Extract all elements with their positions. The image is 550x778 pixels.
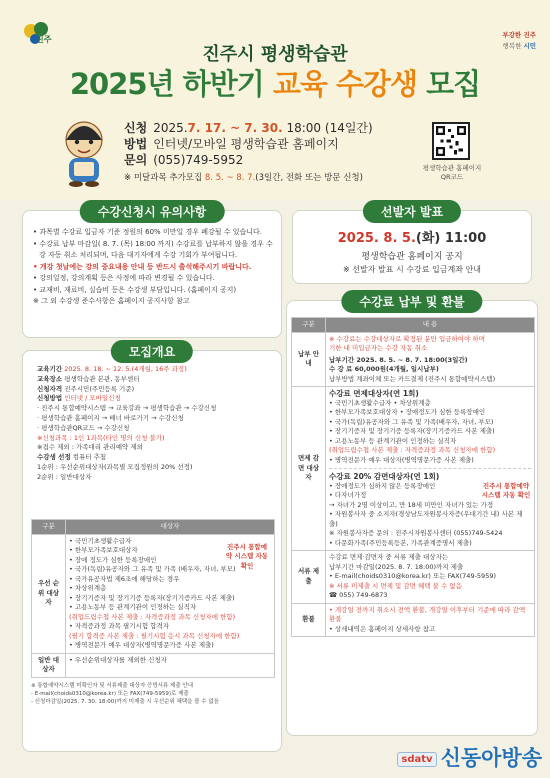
broadcaster-watermark: sdatv 신동아방송 [397,742,542,772]
homepage-qr-code[interactable] [432,122,470,160]
auto-check-note: 진주시 통합예약 시스템 자동 확인 [225,542,269,570]
selection-title: 선발자 발표 [363,200,461,223]
list-item: ※ 그 외 수강생 준수사항은 홈페이지 공지사항 참고 [33,297,190,305]
announcement-note: ※ 선발자 발표 시 수강료 입금계좌 안내 [343,265,481,274]
list-item: • 수강료 납부 마감일( 8. 7. (목) 18:00 까지) 수강료를 납부하지 않을 경우 수강 자동 취소 처리되며, 다음 대기자에게 수강 기회가 부여됩니다. [33,239,273,259]
priority-label: 우선 순위 대상자 [32,534,66,653]
overview-panel [22,345,282,752]
list-item: • 교재비, 재료비, 실습비 등은 수강생 부담입니다. (홈페이지 공지) [33,285,237,294]
page-title: 2025년 하반기 교육 수강생 모집 [69,67,481,101]
overview-title: 모집개요 [111,340,193,363]
list-item: • 과목별 수강료 입금자 기준 정원의 60% 미만일 경우 폐강될 수 있습니다. [33,228,262,236]
announcement-method: 평생학습관 홈페이지 공지 [361,252,463,262]
caution-title: 수강신청시 유의사항 [80,200,225,223]
overview-body: 교육기간 2025. 8. 18. ~ 12. 5.(4개월, 16주 과정) 교육장소 평생학습관 본관, 동부센터 신청자격 진주시민(주민등록 기준) 신청방법 인터넷 / 모바일신청 · 진주시 통합예약시스템 → 교육강좌 → 평생학습관 → 수강신청 · 평생학습관 홈페이지 → 배너 바로가기 → 수강신청 · 평생학습관QR코드 → 수강신청 ※신청과목 : 1인 1과목(타인 명의 신청 불가) ※접수 제외 : 가족대리 관리예약 제외 수강생 선정 컴퓨터 추첨 1순위 : 우선순위대상자(과목별 모집정원의 20% 선정) 2순위 : 일반대상자 [37,365,217,481]
caution-list [31,227,277,308]
fee-table: 구분 내 용 납부 안내 ※ 수강료는 수강대상자로 확정된 분만 입금하여야 하며 기한 내 미입금자는 수강 자동 취소 납부기간 2025. 8. 5. ~ 8. 7. 18:00(3일간) 수 강 료 60,000원(4개월, 일시납부) 납부방법 계좌이체 또는 카드결제 (진주시 통합예약시스템) 면제 감면 대상자 수강료 면제대상자(연 1회) • 국민기초생활수급자 • 차상위계층 • 한부모가족보호대상자 • 장애정도가 심한 등록장애인 • 국가(독립)유공자와 그 유족 및 가족(배우자, 자녀, 부모) • 장기기증자 및 장기기증 등록자(장기기증카드 사본 제출) • 고용노동부 등 관계기관이 인정하는 실직자 (취업드림수첩 사본 제출 : 자격증과정 과목 신청자에 한함) • 병역전문가 예우 대상자(병역명문가증 사본 제출) 수강료 20% 감면대상자(연 1회) • 장애정도가 심하지 않은 등록장애인 • 다자녀가정 → 자녀가 2명 이상이고, 만 18세 미만인 자녀가 있는 가정 • 자원봉사자 중 소지자(경상남도자원봉사자증(우대기간 내) 사본 제출) ※ 자원봉사자증 문의 : 진주시자원봉사센터 (055)749-5424 • 다문화가족(주민등록등본, 가족관계증명서 제출) 진주시 통합예약 시스템 자동 확인 서류 제출 수강료 면제·감면자 중 서류 제출 대상자는 납부기간 마감일(2025. 8. 7. 18:00)까지 제출 • E-mail(choids0310@korea.kr) 또는 FAX(749-5959) ※ 서류 미제출 시 면제 및 감면 혜택 불 수 없음 ☎ 055) 749-6873 환불 • 개강일 전까지 취소시 전액 환불, 개강일 이후부터 기준에 따라 감액 환불 • 상세내역은 홈페이지 상세사항 참고 [291,317,535,637]
target-table: 구분 대상자 우선 순위 대상자 • 국민기초생활수급자 • 한부모가족보호대상자 • 장애 정도가 심한 등록장애인 • 국가(독립)유공자와 그 유족 및 가족 (배우자, 자녀, 부모) • 국가유공자법 제6조에 해당하는 경우 • 차상위계층 • 장기기증자 및 장기기증 등록자(장기기증카드 사본 제출) • 고용노동부 등 관계기관이 인정하는 실직자 (취업드림수첩 사본 제출 : 자격증과정 과목 신청자에 한함) • 자격증과정 과목 필기시험 합격자 (필기 합격증 사본 제출 : 필기시험 응시 과목 신청자에 한함) • 병역전문가 예우 대상자(병역명문가증 사본 제출) 진주시 통합예약 시스템 자동 확인 일반 대상자 • 우선순위대상자를 제외한 신청자 ※ 통합예약시스템 미확인자 및 서류제출 대상자 증빙서류 제출 안내 - E-mail(choids0310@korea.kr) 또는 FAX(749-5959)로 제출 - 신청마감일(2025. 7. 30. 18:00)까지 미제출 시 우선순위 혜택을 볼 수 없음 [31,519,275,706]
application-info: 신청 2025.7. 17. ~ 7. 30. 18:00 (14일간) 방법 인터넷/모바일 평생학습관 홈페이지 문의 (055)749-5952 ※ 미달과목 추가모집 8. 5. ~ 8. 7.(3일간, 전화 또는 방문 신청) [124,121,373,183]
fee-title: 수강료 납부 및 환불 [341,290,482,313]
page-subtitle: 진주시 평생학습관 [202,44,348,65]
mascot-illustration [56,118,112,188]
logo-text: 진주 [36,35,52,44]
city-slogan: 부강한 진주 행복한 시민 [502,31,536,50]
list-item: • 개강 첫날에는 강의 중요내용 안내 등 반드시 출석해주시기 바랍니다. [33,262,252,271]
list-item: • 강의일정, 강의계획 등은 사정에 따라 변경될 수 있습니다. [33,274,215,282]
selection-panel [292,205,532,284]
qr-caption: 평생학습관 홈페이지 QR코드 [422,164,482,181]
auto-check-note: 진주시 통합예약 시스템 자동 확인 [481,481,531,499]
announcement-date: 2025. 8. 5.(화) 11:00 [337,231,487,246]
caution-panel [22,205,282,338]
fee-panel [286,295,538,736]
